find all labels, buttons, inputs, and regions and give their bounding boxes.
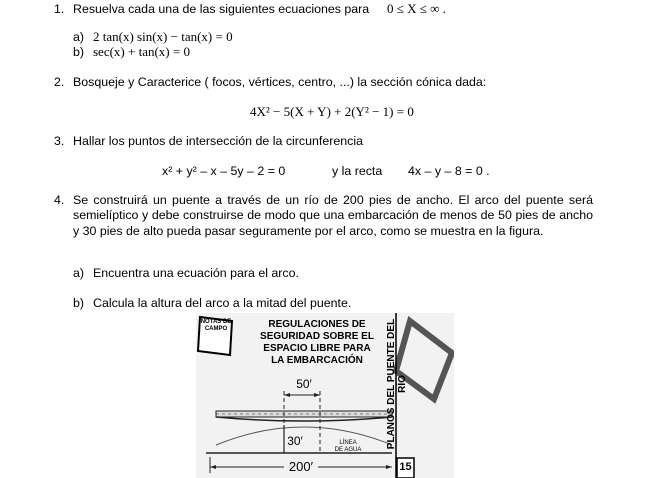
q3-connector: y la recta [332, 164, 383, 178]
bridge-figure [196, 313, 454, 478]
q1-text: Resuelva cada una de las siguientes ecuaciones para [73, 2, 370, 16]
q1a-equation: 2 tan(x) sin(x) − tan(x) = 0 [93, 29, 233, 44]
q3-line-equation: 4x – y – 8 = 0 . [408, 164, 490, 178]
side-title: PLANOS DEL PUENTE DEL RÍO [386, 318, 408, 450]
figure-heading [242, 319, 392, 367]
q1-range: 0 ≤ X ≤ ∞ . [387, 1, 446, 16]
water-line-label [328, 440, 368, 454]
figure-heading-line: ESPACIO LIBRE PARA [263, 343, 371, 354]
q4a-text: Encuentra una ecuación para el arco. [93, 266, 299, 280]
span-label: 200′ [284, 459, 318, 474]
figure-heading-line: REGULACIONES DE [268, 319, 366, 330]
q1-number: 1. [54, 2, 65, 16]
water-line-label-1: LÍNEA [339, 440, 357, 446]
width-label: 50′ [296, 377, 312, 391]
q4a-label: a) [73, 266, 85, 280]
figure-heading-line: LA EMBARCACIÓN [271, 355, 363, 366]
q3-number: 3. [54, 134, 65, 148]
q2-text: Bosqueje y Caracterice ( focos, vértices, centro, ...) la sección cónica dada: [73, 75, 487, 89]
page-number: 15 [399, 461, 412, 473]
q4b-text: Calcula la altura del arco a la mitad del puente. [93, 296, 352, 310]
notes-tag: NOTAS DE CAMPO [200, 319, 232, 332]
q1a-label: a) [73, 30, 85, 44]
q4b-label: b) [73, 296, 85, 310]
water-line-label-2: DE AGUA [334, 447, 362, 453]
q2-equation: 4X² − 5(X + Y) + 2(Y² − 1) = 0 [250, 104, 414, 119]
q4-text: Se construirá un puente a través de un río de 200 pies de ancho. El arco del puente será semielíptico y debe construirse de modo que una embarcación de menos de 50 pies de ancho y 30 pies de alto pueda pasar seguramente por el arco, como se muestra en la figura. [73, 193, 593, 238]
figure-heading-line: SEGURIDAD SOBRE EL [260, 331, 374, 342]
q1b-equation: sec(x) + tan(x) = 0 [93, 44, 190, 59]
q3-circle-equation: x² + y² – x – 5y – 2 = 0 [162, 164, 286, 178]
q2-number: 2. [54, 75, 65, 89]
q1b-label: b) [73, 45, 85, 59]
height-label: 30′ [287, 434, 303, 448]
q3-text: Hallar los puntos de intersección de la circunferencia [73, 134, 363, 148]
q4-number: 4. [54, 193, 65, 207]
